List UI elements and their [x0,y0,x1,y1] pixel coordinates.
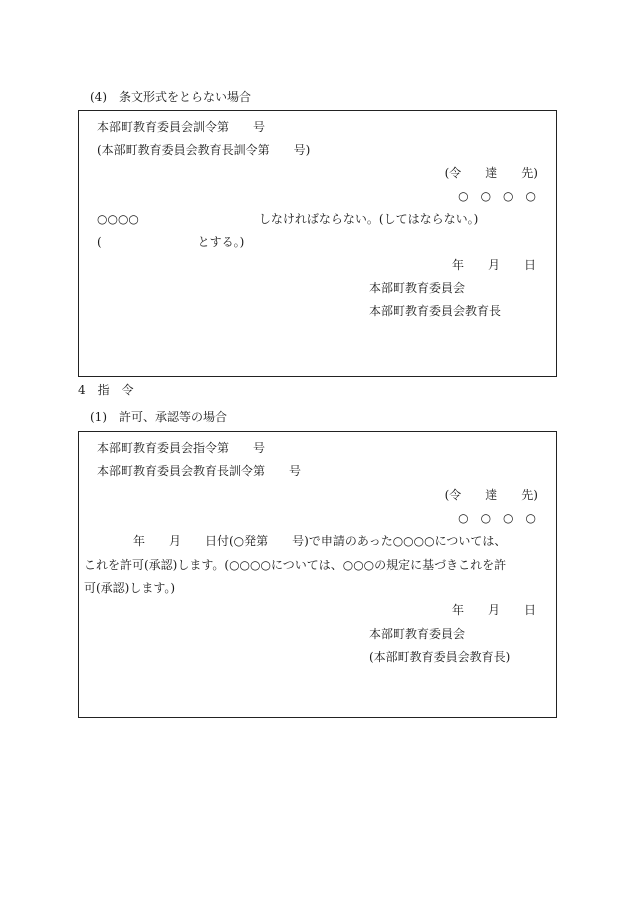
order-number-line-alt: (本部町教育委員会教育長訓令第 号) [97,143,311,157]
section-heading: 4 指 令 [78,383,134,397]
issuer-line: (本部町教育委員会教育長) [369,650,511,664]
issuer-line: 本部町教育委員会教育長 [369,304,502,318]
issuer-line: 本部町教育委員会 [369,627,466,641]
order-number-line: 本部町教育委員会訓令第 号 [97,120,266,134]
body-text-line: ○○○○ しなければならない。(してはならない。) [97,212,479,226]
body-text-line: ( とする。) [97,235,245,249]
date-line: 年 月 日 [451,603,536,617]
addressee-label: (令 達 先) [444,488,538,502]
addressee-circles: ○ ○ ○ ○ [458,511,536,525]
body-text-line: 可(承認)します。) [84,581,176,595]
document-box [78,110,557,377]
body-text-line: これを許可(承認)します。(○○○○については、○○○の規定に基づきこれを許 [84,558,507,572]
date-line: 年 月 日 [451,258,536,272]
body-text-line: 年 月 日付(○発第 号)で申請のあった○○○○については、 [133,534,507,548]
addressee-label: (令 達 先) [444,166,538,180]
addressee-circles: ○ ○ ○ ○ [458,189,536,203]
document-box [78,431,557,718]
sub-section-heading: (1) 許可、承認等の場合 [90,410,227,424]
directive-number-line: 本部町教育委員会指令第 号 [97,441,266,455]
section-heading: (4) 条文形式をとらない場合 [90,90,251,104]
directive-number-line-alt: 本部町教育委員会教育長訓令第 号 [97,464,302,478]
issuer-line: 本部町教育委員会 [369,281,466,295]
